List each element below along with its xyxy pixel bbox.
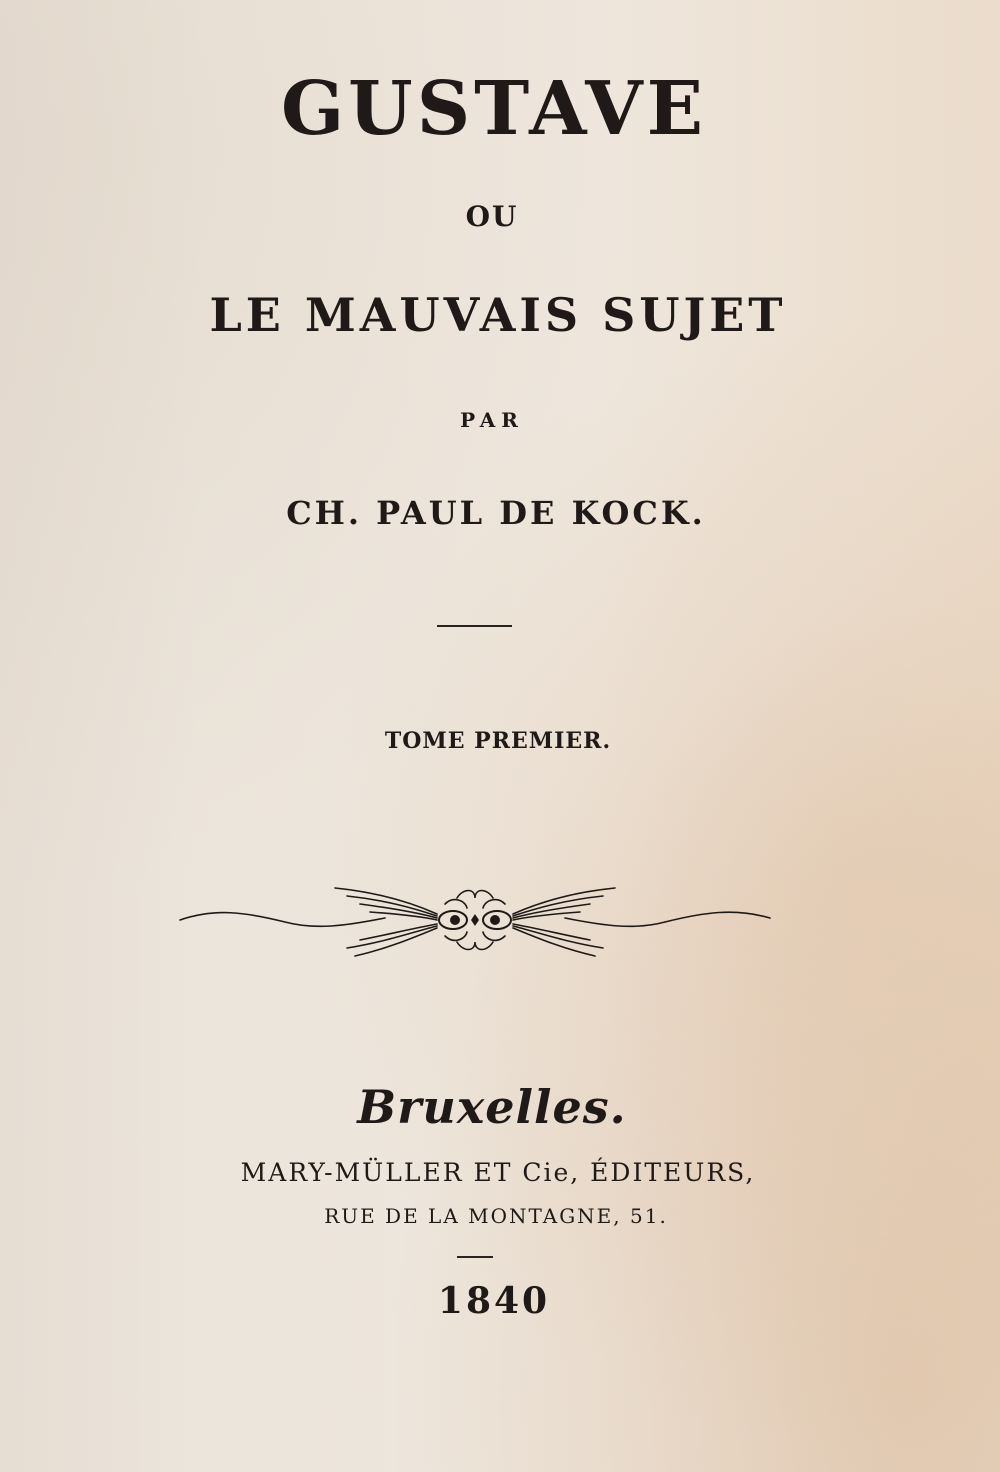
flourish-ornament-icon (175, 878, 775, 958)
author-name: CH. PAUL DE KOCK. (286, 494, 706, 532)
title-conjunction: OU (465, 200, 519, 233)
divider-rule-small (457, 1256, 493, 1258)
publisher-address: RUE DE LA MONTAGNE, 51. (324, 1204, 668, 1228)
book-subtitle: LE MAUVAIS SUJET (209, 288, 787, 342)
volume-label: TOME PREMIER. (384, 728, 612, 754)
publisher-name: MARY-MÜLLER ET Cie, ÉDITEURS, (240, 1158, 756, 1187)
divider-rule (437, 625, 512, 627)
by-line: PAR (460, 408, 524, 432)
publication-year: 1840 (437, 1280, 551, 1322)
book-title: GUSTAVE (280, 66, 708, 152)
publication-city: Bruxelles. (357, 1080, 627, 1134)
